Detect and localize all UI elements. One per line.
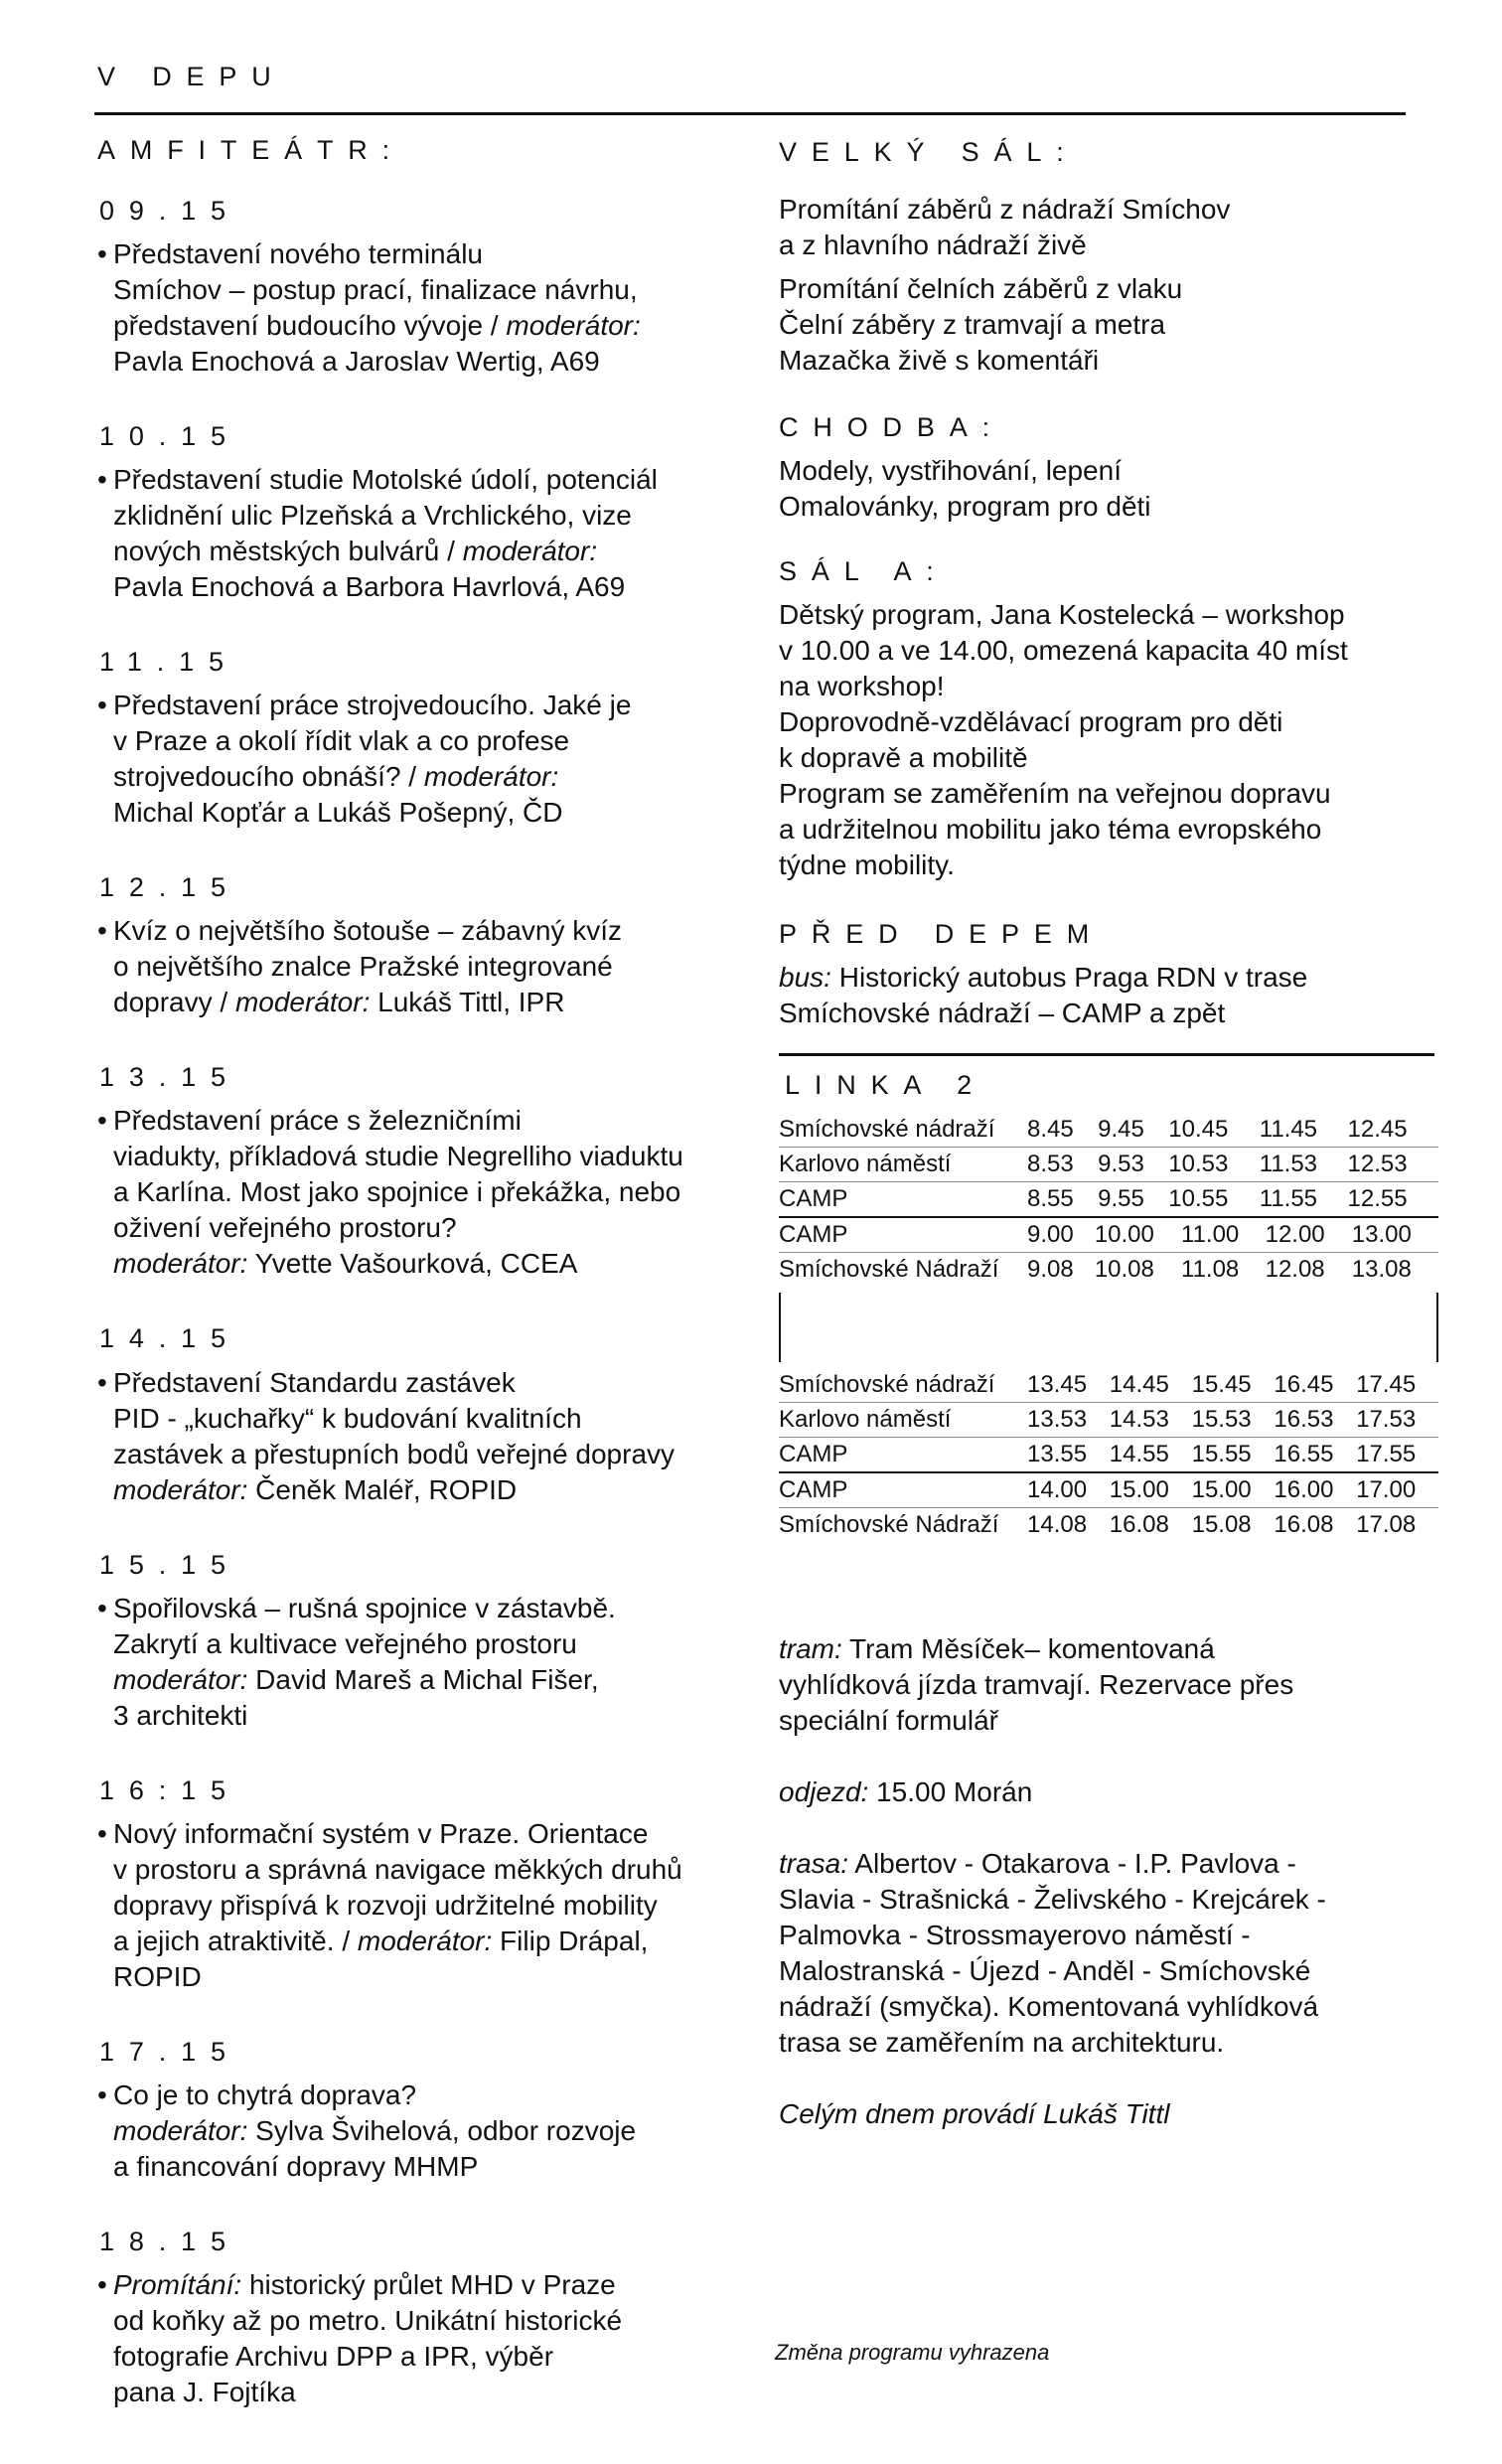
departure-time: 13.08	[1351, 1256, 1412, 1284]
timetable-row	[779, 1218, 1438, 1253]
program-slot	[97, 645, 753, 831]
closing-note: Celým dnem provádí Lukáš Tittl	[779, 2098, 1170, 2130]
departure-time: 9.55	[1098, 1182, 1168, 1218]
departure-time: 14.00	[1027, 1473, 1110, 1508]
program-slot	[97, 1321, 753, 1507]
departure-time: 17.55	[1356, 1438, 1438, 1473]
bullet-icon: •	[97, 1592, 107, 1623]
program-slot	[97, 1548, 753, 1734]
timetable-group	[779, 1368, 1438, 1473]
page-title: V DEPU	[97, 62, 286, 91]
trasa-line: trasa se zaměřením na architekturu.	[779, 2027, 1225, 2059]
italic-label: moderátor:	[462, 536, 598, 567]
bullet-icon: •	[97, 1366, 107, 1398]
slot-text-segment: Spořilovská – rušná spojnice v zástavbě. Zakrytí a kultivace veřejného prostoru	[113, 1592, 616, 1659]
sal-a-line: Doprovodně-vzdělávací program pro děti	[779, 706, 1283, 738]
departure-time: 9.00	[1027, 1218, 1095, 1253]
italic-label: moderátor:	[113, 1248, 248, 1280]
slot-time: 09.15	[99, 196, 240, 226]
timetable-group	[779, 1113, 1438, 1218]
trasa-line: Malostranská - Újezd - Anděl - Smíchovské	[779, 1955, 1311, 1987]
tram-line: speciální formulář	[779, 1705, 998, 1737]
departure-time: 15.00	[1110, 1473, 1192, 1508]
departure-time: 17.45	[1356, 1368, 1438, 1403]
stop-name: Smíchovské Nádraží	[779, 1256, 999, 1284]
slot-description	[113, 913, 753, 1020]
slot-text-segment: Lukáš Tittl, IPR	[370, 987, 565, 1018]
program-slot	[97, 194, 753, 380]
departure-time: 10.45	[1168, 1113, 1259, 1148]
departure-time: 8.55	[1027, 1182, 1098, 1218]
odjezd-label: odjezd:	[779, 1776, 869, 1808]
slot-description	[113, 2267, 753, 2410]
program-slots	[97, 194, 753, 2410]
tram-label: tram:	[779, 1633, 842, 1665]
slot-text-segment: Michal Kopťár a Lukáš Pošepný, ČD	[113, 797, 563, 829]
stop-name: CAMP	[779, 1473, 1027, 1508]
departure-time: 13.00	[1352, 1218, 1438, 1253]
departure-time: 14.45	[1110, 1368, 1192, 1403]
timetable-row	[779, 1438, 1438, 1473]
departure-time: 13.45	[1027, 1368, 1110, 1403]
departure-time: 14.55	[1110, 1438, 1192, 1473]
sal-a-line: Dětský program, Jana Kostelecká – workshop	[779, 599, 1345, 631]
slot-description	[113, 1591, 753, 1734]
departure-time: 14.53	[1110, 1403, 1192, 1438]
slot-text-segment: Představení studie Motolské údolí, potenciál zklidnění ulic Plzeňská a Vrchlického, vize nových městských bulvárů /	[113, 464, 658, 567]
bullet-icon: •	[97, 1817, 107, 1849]
departure-time: 12.45	[1348, 1113, 1439, 1148]
trasa-line: Palmovka - Strossmayerovo náměstí -	[779, 1920, 1251, 1951]
timetable-separator	[779, 1293, 1438, 1362]
departure-time: 13.53	[1027, 1403, 1110, 1438]
departure-time: 17.08	[1356, 1511, 1417, 1539]
departure-time: 13.55	[1027, 1438, 1110, 1473]
timetable-row	[779, 1508, 1438, 1543]
departure-time: 11.08	[1181, 1256, 1240, 1284]
slot-description	[113, 1365, 753, 1508]
odjezd-text: 15.00 Morán	[868, 1776, 1033, 1808]
departure-time: 11.53	[1260, 1148, 1348, 1182]
stop-name: CAMP	[779, 1438, 1027, 1473]
slot-text-segment: Pavla Enochová a Barbora Havrlová, A69	[113, 571, 626, 603]
bullet-icon: •	[97, 238, 107, 270]
stop-name: Smíchovské nádraží	[779, 1113, 1027, 1148]
departure-time: 10.55	[1168, 1182, 1259, 1218]
chodba-section	[779, 410, 1444, 525]
bullet-icon: •	[97, 1105, 107, 1137]
right-column	[779, 135, 1444, 2168]
trasa-line: nádraží (smyčka). Komentovaná vyhlídková	[779, 1991, 1319, 2023]
slot-description	[113, 1103, 753, 1282]
departure-time: 14.08	[1027, 1511, 1088, 1539]
program-slot	[97, 1773, 753, 1995]
departure-time: 11.00	[1181, 1218, 1266, 1253]
slot-description	[113, 462, 753, 605]
departure-time: 12.08	[1265, 1256, 1325, 1284]
departure-time: 15.00	[1192, 1473, 1275, 1508]
slot-text-segment: Yvette Vašourková, CCEA	[247, 1248, 578, 1280]
velky-sal-line: Promítání čelních záběrů z vlaku	[779, 273, 1183, 305]
sal-a-line: na workshop!	[779, 671, 945, 702]
slot-description	[113, 2078, 753, 2185]
italic-label: moderátor:	[113, 2114, 248, 2146]
program-slot	[97, 1060, 753, 1282]
bus-label: bus:	[779, 962, 831, 994]
italic-label: moderátor:	[357, 1925, 493, 1956]
departure-time: 9.45	[1098, 1113, 1168, 1148]
departure-time: 12.00	[1266, 1218, 1352, 1253]
trasa-line: Slavia - Strašnická - Želivského - Krejcárek -	[779, 1884, 1326, 1916]
slot-text-segment: Nový informační systém v Praze. Orientace v prostoru a správná navigace měkkých druhů dopravy přispívá k rozvoji udržitelné mobility a jejich atraktivitě. /	[113, 1817, 682, 1956]
departure-time: 17.53	[1356, 1403, 1438, 1438]
velky-sal-line: Mazačka živě s komentáři	[779, 345, 1100, 377]
departure-time: 15.08	[1191, 1511, 1252, 1539]
italic-label: moderátor:	[113, 1473, 248, 1505]
slot-time: 15.15	[99, 1549, 240, 1580]
slot-text-segment: David Mareš a Michal Fišer, 3 architekti	[113, 1663, 599, 1731]
tram-section	[779, 1631, 1444, 2132]
slot-time: 18.15	[99, 2226, 240, 2256]
departure-time: 11.55	[1260, 1182, 1348, 1218]
slot-description	[113, 1816, 753, 1995]
departure-time: 10.53	[1168, 1148, 1259, 1182]
timetable-row	[779, 1182, 1438, 1218]
departure-time: 16.55	[1274, 1438, 1356, 1473]
slot-text-segment: Čeněk Maléř, ROPID	[247, 1473, 518, 1505]
bus-line: Smíchovské nádraží – CAMP a zpět	[779, 998, 1226, 1029]
timetable-group	[779, 1218, 1438, 1287]
chodba-line: Modely, vystřihování, lepení	[779, 455, 1122, 487]
slot-time: 17.15	[99, 2036, 240, 2067]
sal-a-line: k dopravě a mobilitě	[779, 742, 1028, 774]
departure-time: 9.53	[1098, 1148, 1168, 1182]
timetable-row	[779, 1148, 1438, 1182]
amfiteatr-header: AMFITEÁTR:	[97, 135, 404, 165]
bus-text: Historický autobus Praga RDN v trase	[830, 962, 1308, 994]
top-divider	[94, 112, 1406, 115]
stop-name: Smíchovské nádraží	[779, 1368, 1027, 1403]
slot-text-segment: Představení Standardu zastávek PID - „kuchařky“ k budování kvalitních zastávek a přestupních bodů veřejné dopravy	[113, 1366, 676, 1469]
sal-a-line: v 10.00 a ve 14.00, omezená kapacita 40 míst	[779, 635, 1348, 667]
slot-description	[113, 236, 753, 380]
slot-text-segment: Sylva Švihelová, odbor rozvoje a financování dopravy MHMP	[113, 2114, 637, 2182]
departure-time: 8.45	[1027, 1113, 1098, 1148]
departure-time: 16.08	[1274, 1511, 1334, 1539]
velky-sal-line: a z hlavního nádraží živě	[779, 230, 1087, 261]
tram-text: Tram Měsíček– komentovaná	[841, 1633, 1215, 1665]
timetable-group	[779, 1473, 1438, 1542]
program-slot	[97, 2035, 753, 2185]
timetable-row	[779, 1368, 1438, 1403]
slot-description	[113, 688, 753, 831]
bullet-icon: •	[97, 2079, 107, 2110]
slot-time: 10.15	[99, 421, 240, 452]
departure-time: 16.08	[1109, 1511, 1169, 1539]
linka-divider	[779, 1053, 1434, 1056]
program-slot	[97, 2225, 753, 2410]
departure-time: 16.45	[1274, 1368, 1356, 1403]
departure-time: 12.53	[1348, 1148, 1439, 1182]
velky-sal-line: Promítání záběrů z nádraží Smíchov	[779, 194, 1231, 226]
stop-name: CAMP	[779, 1218, 1027, 1253]
footer-note: Změna programu vyhrazena	[775, 2340, 1050, 2365]
velky-sal-line: Čelní záběry z tramvají a metra	[779, 309, 1166, 341]
bullet-icon: •	[97, 915, 107, 947]
stop-name: Smíchovské Nádraží	[779, 1511, 999, 1539]
sal-a-line: týdne mobility.	[779, 849, 955, 881]
trasa-label: trasa:	[779, 1848, 849, 1880]
pred-depem-section	[779, 917, 1444, 1031]
italic-label: moderátor:	[234, 987, 371, 1018]
slot-text-segment: Filip Drápal, ROPID	[113, 1925, 649, 1992]
italic-label: moderátor:	[113, 1663, 248, 1695]
slot-text-segment: historický průlet MHD v Praze od koňky až po metro. Unikátní historické fotografie Archivu DPP a IPR, výběr pana J. Fojtíka	[113, 2268, 623, 2407]
slot-time: 14.15	[99, 1323, 240, 1354]
stop-name: Karlovo náměstí	[779, 1148, 1027, 1182]
departure-time: 12.55	[1348, 1182, 1439, 1218]
sal-a-line: Program se zaměřením na veřejnou dopravu	[779, 778, 1331, 810]
slot-time: 13.15	[99, 1062, 240, 1093]
timetable-row	[779, 1473, 1438, 1508]
italic-label: moderátor:	[506, 310, 641, 342]
program-slot	[97, 870, 753, 1020]
departure-time: 16.53	[1274, 1403, 1356, 1438]
stop-name: CAMP	[779, 1182, 1027, 1218]
slot-text-segment: Co je to chytrá doprava?	[113, 2079, 417, 2110]
chodba-header: CHODBA:	[779, 412, 1004, 443]
departure-time: 15.53	[1192, 1403, 1275, 1438]
velky-sal-section	[779, 135, 1444, 379]
pred-depem-header: PŘED DEPEM	[779, 919, 1105, 950]
departure-time: 16.00	[1274, 1473, 1356, 1508]
italic-label: moderátor:	[423, 761, 559, 793]
sal-a-header: SÁL A:	[779, 556, 949, 587]
bullet-icon: •	[97, 690, 107, 721]
slot-text-segment: Představení práce s železničními viadukty, příkladová studie Negrelliho viaduktu a Karlína. Most jako spojnice i překážka, nebo oživení veřejného prostoru?	[113, 1105, 683, 1244]
linka-header: LINKA 2	[785, 1070, 987, 1101]
tram-line: vyhlídková jízda tramvají. Rezervace přes	[779, 1669, 1294, 1701]
departure-time: 9.08	[1027, 1256, 1074, 1284]
slot-time: 11.15	[99, 647, 238, 678]
slot-time: 16:15	[99, 1774, 240, 1805]
slot-text-segment: Představení práce strojvedoucího. Jaké je v Praze a okolí řídit vlak a co profese strojvedoucího obnáší? /	[113, 690, 632, 793]
timetable-row	[779, 1113, 1438, 1148]
departure-time: 8.53	[1027, 1148, 1098, 1182]
departure-time: 10.08	[1094, 1256, 1154, 1284]
slot-text-segment: Představení nového terminálu Smíchov – postup prací, finalizace návrhu, představení budoucího vývoje /	[113, 238, 638, 342]
timetable-row	[779, 1253, 1438, 1288]
sal-a-line: a udržitelnou mobilitu jako téma evropského	[779, 814, 1322, 846]
program-slot	[97, 419, 753, 605]
velky-sal-header: VELKÝ SÁL:	[779, 137, 1079, 167]
departure-time: 15.45	[1192, 1368, 1275, 1403]
departure-time: 10.00	[1095, 1218, 1181, 1253]
trasa-text: Albertov - Otakarova - I.P. Pavlova -	[848, 1848, 1296, 1880]
departure-time: 17.00	[1356, 1473, 1438, 1508]
departure-time: 11.45	[1260, 1113, 1348, 1148]
timetable	[779, 1113, 1444, 1542]
slot-text-segment: Pavla Enochová a Jaroslav Wertig, A69	[113, 346, 600, 378]
chodba-line: Omalovánky, program pro děti	[779, 491, 1151, 523]
bullet-icon: •	[97, 464, 107, 496]
sal-a-section	[779, 554, 1444, 883]
italic-label: Promítání:	[113, 2268, 242, 2300]
slot-text-segment: Kvíz o největšího šotouše – zábavný kvíz o největšího znalce Pražské integrované dopravy /	[113, 915, 623, 1018]
slot-time: 12.15	[99, 872, 240, 903]
departure-time: 15.55	[1192, 1438, 1275, 1473]
bullet-icon: •	[97, 2268, 107, 2300]
amfiteatr-column	[97, 135, 753, 2450]
timetable-row	[779, 1403, 1438, 1438]
stop-name: Karlovo náměstí	[779, 1403, 1027, 1438]
